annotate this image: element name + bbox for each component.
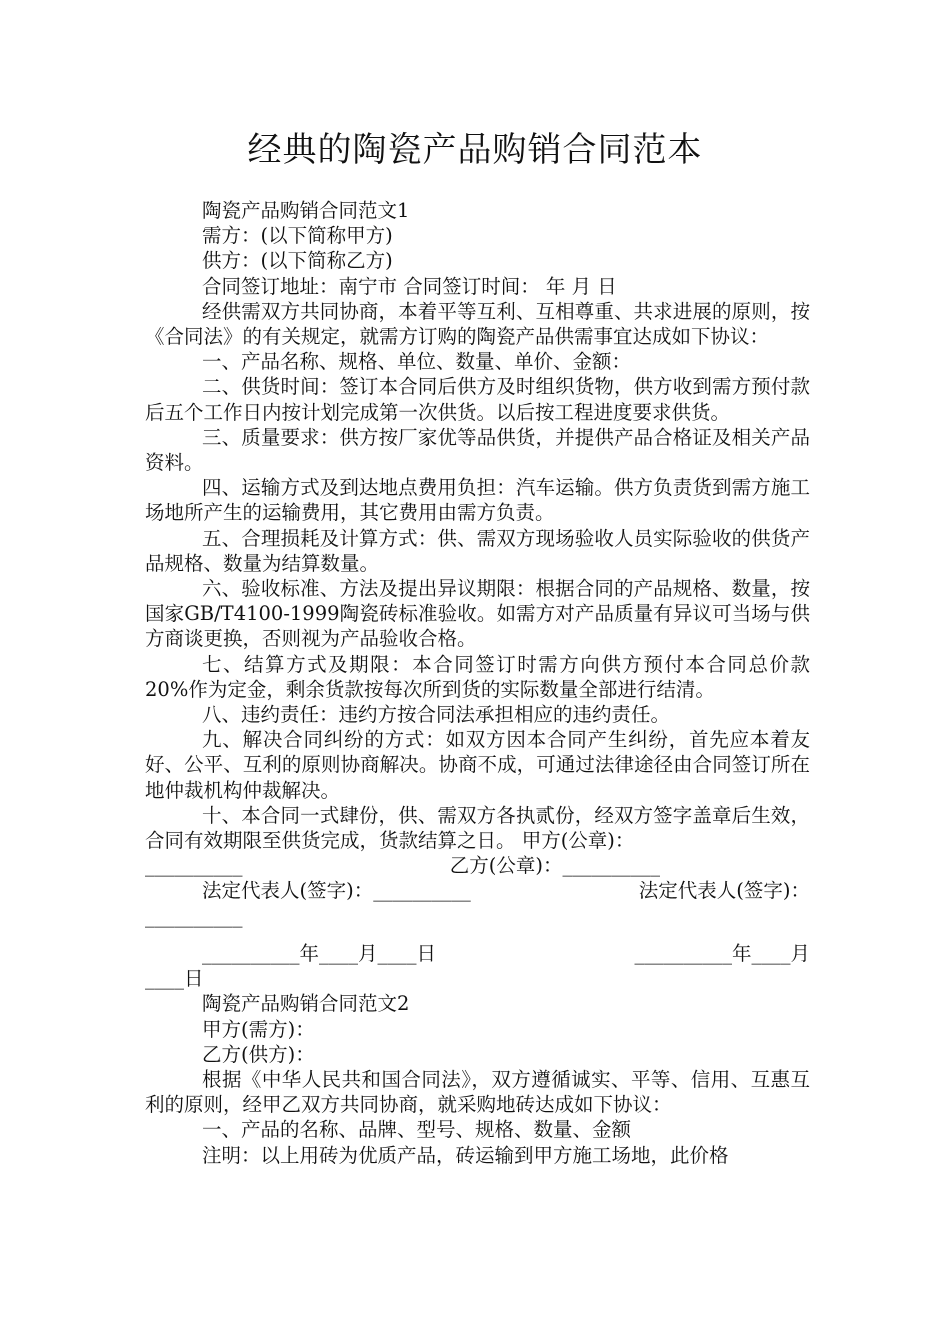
signature-row-rep [145,878,810,903]
clause-8: 八、违约责任：违约方按合同法承担相应的违约责任。 [202,703,671,727]
party-b-seal-group [450,853,660,878]
signature-row-seal [145,853,810,878]
date-b-day: ____日 [145,967,204,991]
clause-7: 七、结算方式及期限：本合同签订时需方向供方预付本合同总价款20%作为定金，剩余货款按每次所到货的实际数量全部进行结清。 [145,652,810,701]
signing-place-line: 合同签订地址：南宁市 合同签订时间： 年 月 日 [202,274,617,298]
party-b-line: 供方：(以下简称乙方) [202,249,393,273]
date-a: __________年____月____日 [202,941,437,965]
preamble-paragraph: 经供需双方共同协商，本着平等互利、互相尊重、共求进展的原则，按《合同法》的有关规定，就需方订购的陶瓷产品供需事宜达成如下协议： [145,299,810,349]
party-b-line-2: 乙方(供方)： [202,1042,315,1066]
legal-rep-b-blank: __________ [145,904,243,928]
clause-9: 九、解决合同纠纷的方式：如双方因本合同产生纠纷，首先应本着友好、公平、互利的原则协商解决。协商不成，可通过法律途径由合同签订所在地仲裁机构仲裁解决。 [145,728,810,802]
preamble-paragraph-2: 根据《中华人民共和国合同法》，双方遵循诚实、平等、信用、互惠互利的原则，经甲乙双方共同协商，就采购地砖达成如下协议： [145,1067,810,1117]
party-a-seal-blank: __________ [145,854,243,878]
party-b-seal-blank: __________ [562,854,660,878]
document-body [145,198,810,1168]
clause-1: 一、产品名称、规格、单位、数量、单价、金额： [202,350,632,374]
clause-2-1: 一、产品的名称、品牌、型号、规格、数量、金额 [202,1118,632,1142]
clause-6: 六、验收标准、方法及提出异议期限：根据合同的产品规格、数量，按国家GB/T4100-1999陶瓷砖标准验收。如需方对产品质量有异议可当场与供方商谈更换，否则视为产品验收合格。 [145,577,810,651]
legal-rep-b: 法定代表人(签字)： [638,879,810,903]
clause-10: 十、本合同一式肆份，供、需双方各执贰份，经双方签字盖章后生效，合同有效期限至供货完成，货款结算之日。 甲方(公章)： [145,803,810,853]
clause-3: 三、质量要求：供方按厂家优等品供货，并提供产品合格证及相关产品资料。 [145,425,810,475]
party-a-line-2: 甲方(需方)： [202,1017,315,1041]
clause-2: 二、供货时间：签订本合同后供方及时组织货物，供方收到需方预付款后五个工作日内按计划完成第一次供货。以后按工程进度要求供货。 [145,375,810,424]
note-paragraph: 注明：以上用砖为优质产品，砖运输到甲方施工场地，此价格 [202,1143,729,1167]
clause-5: 五、合理损耗及计算方式：供、需双方现场验收人员实际验收的供货产品规格、数量为结算数量。 [145,526,810,575]
party-a-line: 需方：(以下简称甲方) [202,224,393,248]
date-b: __________年____月 [634,941,810,965]
section-heading-2: 陶瓷产品购销合同范文2 [202,992,410,1016]
section-heading-1: 陶瓷产品购销合同范文1 [202,199,410,222]
party-b-seal-label: 乙方(公章)： [449,854,563,878]
clause-4: 四、运输方式及到达地点费用负担：汽车运输。供方负责货到需方施工场地所产生的运输费用，其它费用由需方负责。 [145,476,810,525]
legal-rep-a: 法定代表人(签字)：__________ [202,879,471,903]
document-title: 经典的陶瓷产品购销合同范本 [247,130,703,170]
signature-row-date [145,941,810,966]
